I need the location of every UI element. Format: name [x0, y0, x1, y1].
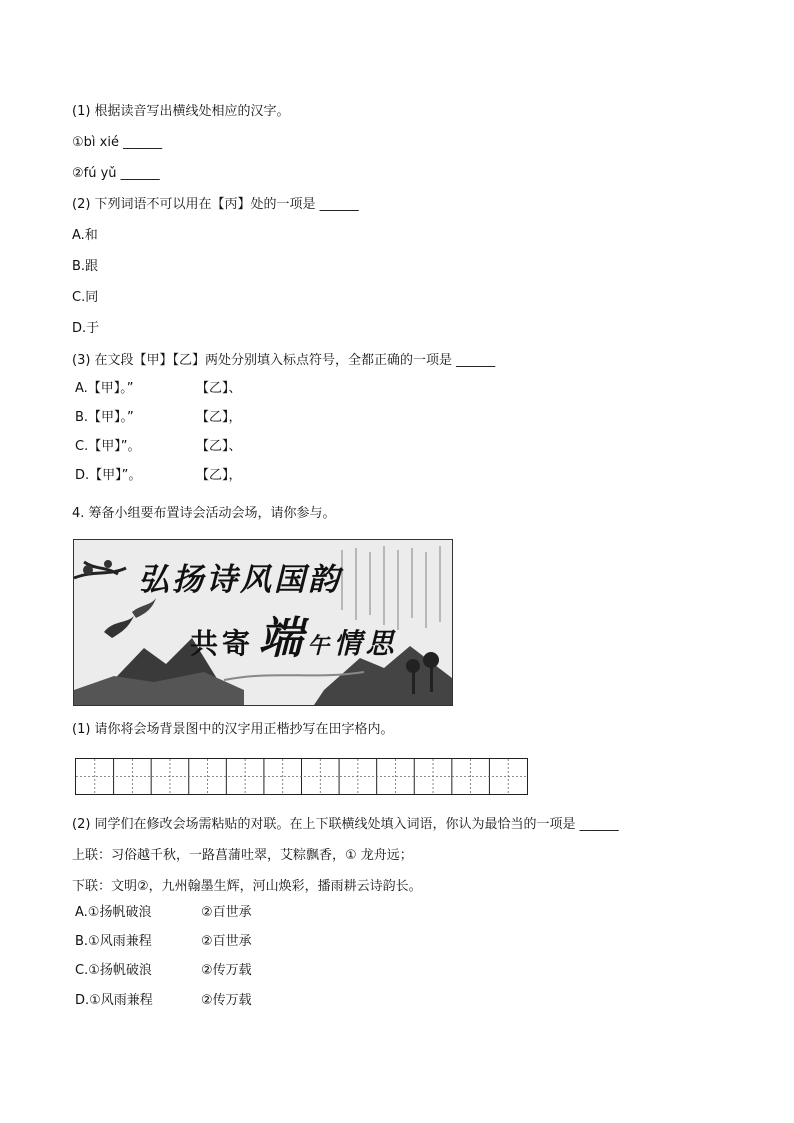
q3-sub3-option-b-part1: B.【甲】。” [75, 410, 134, 425]
q3-sub3-option-d-part1: D.【甲】”。 [75, 468, 142, 483]
q3-sub1-prompt: (1) 根据读音写出横线处相应的汉字。 [72, 104, 290, 119]
q3-sub3-option-c-part1: C.【甲】”。 [75, 439, 141, 454]
grid-lines [76, 759, 527, 794]
q3-sub2-prompt: (2) 下列词语不可以用在【丙】处的一项是 ______ [72, 197, 359, 212]
couplet-upper: 上联：习俗越千秋，一路菖蒲吐翠，艾粽飘香，① 龙舟远； [72, 848, 413, 863]
q3-sub3-option-d-part2: 【乙】， [196, 468, 242, 483]
q3-sub3-option-a-part1: A.【甲】。” [75, 381, 134, 396]
q4-sub1-prompt: (1) 请你将会场背景图中的汉字用正楷抄写在田字格内。 [72, 722, 394, 737]
q4-sub2-option-d-part1: D.①风雨兼程 [75, 993, 153, 1008]
banner-title-line2 [190, 602, 398, 666]
q3-sub1-item-2: ②fú yǔ ______ [72, 166, 160, 181]
venue-background-image [73, 539, 453, 706]
q4-sub2-option-b-part1: B.①风雨兼程 [75, 934, 152, 949]
q4-sub2-prompt: (2) 同学们在修改会场需粘贴的对联。在上下联横线处填入词语，你认为最恰当的一项是 ______ [72, 817, 619, 832]
q3-sub2-option-a: A.和 [72, 228, 98, 243]
q3-sub2-option-c: C.同 [72, 290, 99, 305]
banner-line2-part-d: 情思 [333, 627, 398, 660]
q3-sub3-prompt: (3) 在文段【甲】【乙】两处分别填入标点符号，全都正确的一项是 ______ [72, 353, 496, 368]
q4-sub2-option-a-part1: A.①扬帆破浪 [75, 905, 152, 920]
q3-sub3-option-a-part2: 【乙】、 [196, 381, 242, 396]
q4-sub2-option-d-part2: ②传万载 [201, 993, 252, 1008]
couplet-lower: 下联：文明②，九州翰墨生辉，河山焕彩，播雨耕云诗韵长。 [72, 879, 422, 894]
q4-sub2-option-c-part1: C.①扬帆破浪 [75, 963, 152, 978]
q3-sub1-item-1: ①bì xié ______ [72, 135, 163, 150]
q4-sub2-option-a-part2: ②百世承 [201, 905, 252, 920]
q3-sub3-option-c-part2: 【乙】、 [196, 439, 242, 454]
tianzige-grid[interactable] [75, 758, 528, 795]
q4-sub2-option-b-part2: ②百世承 [201, 934, 252, 949]
q4-title: 4. 筹备小组要布置诗会活动会场，请你参与。 [72, 506, 336, 521]
q3-sub3-option-b-part2: 【乙】， [196, 410, 242, 425]
banner-title-line1: 弘扬诗风国韵 [138, 562, 342, 598]
q3-sub2-option-b: B.跟 [72, 259, 99, 274]
q3-sub2-option-d: D.于 [72, 321, 100, 336]
banner-line2-part-b: 端 [258, 613, 303, 664]
q4-sub2-option-c-part2: ②传万载 [201, 963, 252, 978]
banner-line2-part-c: 午 [307, 633, 330, 659]
banner-line2-part-a: 共寄 [190, 627, 255, 660]
